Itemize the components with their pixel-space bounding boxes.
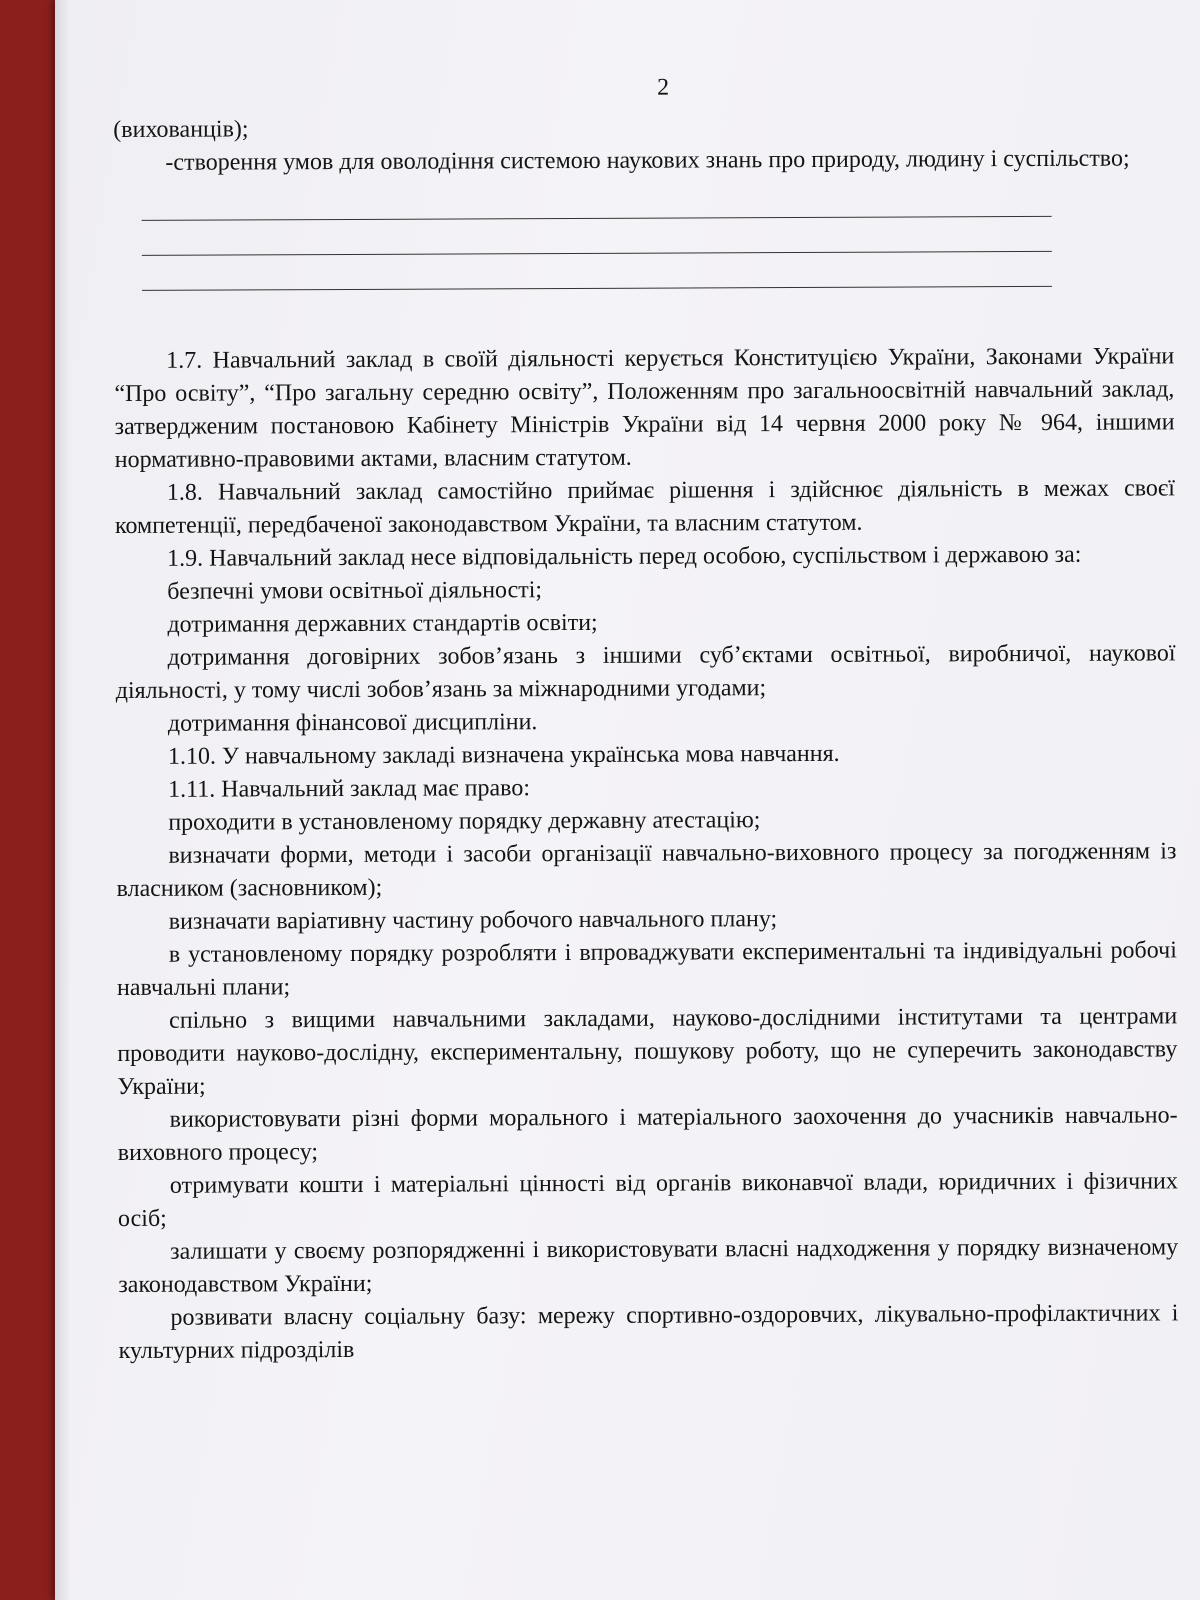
list-item: розвивати власну соціальну базу: мережу спортивно-оздоровчих, лікувально-профілактичних і культурних підрозділів — [118, 1300, 1179, 1364]
list-item: використовувати різні форми морального і матеріального заохочення до учасників навчально-виховного процесу; — [117, 1102, 1178, 1166]
list-item: безпечні умови освітньої діяльності; — [167, 577, 543, 605]
page-content — [113, 65, 1179, 1368]
list-item: спільно з вищими навчальними закладами, науково-дослідними інститутами та центрами проводити науково-дослідну, експериментальну, пошукову роботу, що не суперечить законодавству України; — [117, 1003, 1178, 1100]
paragraph-1-9: 1.9. Навчальний заклад несе відповідальність перед особою, суспільством і державою за: — [167, 541, 1082, 572]
list-item: в установленому порядку розробляти і впроваджувати експериментальні та індивідуальні робочі навчальні плани; — [116, 937, 1177, 1001]
list-item: дотримання фінансової дисципліни. — [167, 709, 538, 737]
list-item: дотримання договірних зобов’язань з іншими суб’єктами освітньої, виробничої, наукової діяльності, у тому числі зобов’язань за міжнародними угодами; — [115, 640, 1176, 704]
blank-fill-lines — [142, 182, 1052, 291]
document-page — [55, 0, 1200, 1600]
list-item: проходити в установленому порядку державну атестацію; — [168, 807, 761, 836]
page-number: 2 — [657, 74, 670, 101]
paragraph: -створення умов для оволодіння системою наукових знань про природу, людину і суспільство; — [165, 145, 1130, 176]
paragraph-1-11: 1.11. Навчальний заклад має право: — [168, 775, 531, 803]
list-item: отримувати кошти і матеріальні цінності від органів виконавчої влади, юридичних і фізичних осіб; — [117, 1168, 1178, 1232]
paragraph-1-7: 1.7. Навчальний заклад в своїй діяльності керується Конституцією України, Законами України “Про освіту”, “Про загальну середню освіту”, Положенням про загальноосвітній навчальний заклад, затвердженим постановою Кабінету Міністрів України від 14 червня 2000 року № 964, іншими нормативно-правовими актами, власним статутом. — [114, 343, 1175, 473]
list-item: залишати у своєму розпорядженні і використовувати власні надходження у порядку визначеному законодавством України; — [118, 1234, 1179, 1298]
blank-line — [142, 252, 1052, 291]
paragraph-1-8: 1.8. Навчальний заклад самостійно приймає рішення і здійснює діяльність в межах своєї компетенції, передбаченої законодавством України, та власним статутом. — [114, 475, 1175, 539]
list-item: визначати форми, методи і засоби організації навчально-виховного процесу за погодженням із власником (засновником); — [116, 838, 1177, 902]
blank-line — [142, 217, 1052, 256]
list-item: визначати варіативну частину робочого навчального плану; — [168, 906, 778, 935]
list-item: дотримання державних стандартів освіти; — [167, 609, 598, 638]
blank-line — [142, 182, 1052, 221]
paragraph: (вихованців); — [113, 116, 249, 143]
paragraph-1-10: 1.10. У навчальному закладі визначена українська мова навчання. — [167, 740, 840, 770]
page-edge — [55, 0, 69, 1600]
